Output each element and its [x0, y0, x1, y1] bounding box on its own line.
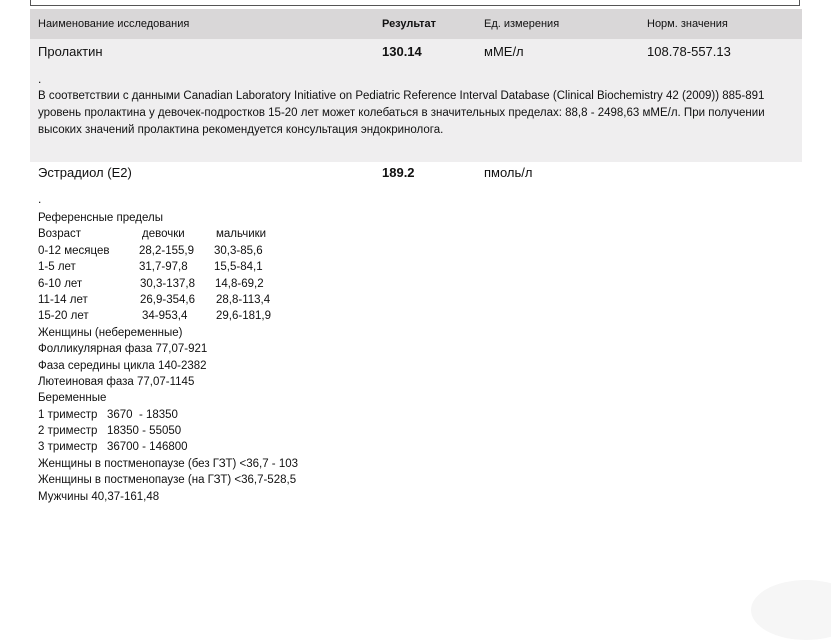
reference-dot: . — [38, 192, 42, 206]
reference-title: Референсные пределы — [38, 212, 163, 224]
reference-line: 1 триместр 3670 - 18350 — [38, 408, 178, 421]
age-cell: 0-12 месяцев — [38, 244, 110, 257]
prolactin-comment: В соответствии с данными Canadian Laboratory Initiative on Pediatric Reference Interval Database (Clinical Biochemistry 42 (2009)) 885-891 уровень пролактина у девочек-подростков 15-20 лет может колебаться в значительных пределах: 88,8 - 2498,63 мМЕ/л. При получении высоких значений пролактина рекомендуется консультация эндокринолога. — [38, 90, 765, 136]
age-cell: 15-20 лет — [38, 310, 89, 323]
age-row — [38, 259, 298, 275]
reference-line: Мужчины 40,37-161,48 — [38, 490, 160, 503]
reference-line: Фаза середины цикла 140-2382 — [38, 359, 207, 372]
reference-ranges — [38, 210, 298, 505]
test-name: Пролактин — [38, 44, 103, 59]
age-header-girls: девочки — [142, 228, 185, 241]
boys-cell: 14,8-69,2 — [215, 277, 264, 290]
reference-line: 3 триместр 36700 - 146800 — [38, 441, 188, 454]
prolactin-block — [30, 39, 802, 162]
reference-line: Женщины в постменопаузе (на ГЗТ) <36,7-528,5 — [38, 474, 297, 487]
header-units: Ед. измерения — [484, 18, 560, 30]
girls-cell: 34-953,4 — [142, 310, 188, 323]
age-row — [38, 308, 298, 324]
age-cell: 1-5 лет — [38, 261, 76, 274]
test-units: пмоль/л — [484, 165, 533, 180]
age-header-age: Возраст — [38, 228, 82, 241]
girls-cell: 26,9-354,6 — [140, 293, 195, 306]
header-norm: Норм. значения — [647, 18, 728, 30]
girls-cell: 31,7-97,8 — [139, 261, 188, 274]
boys-cell: 29,6-181,9 — [216, 310, 271, 323]
reference-line: 2 триместр 18350 - 55050 — [38, 425, 182, 438]
age-row — [38, 292, 298, 308]
boys-cell: 15,5-84,1 — [214, 261, 263, 274]
comment-dot: . — [38, 72, 42, 86]
test-result: 189.2 — [382, 165, 415, 180]
reference-line: Беременные — [38, 392, 107, 405]
reference-line: Женщины в постменопаузе (без ГЗТ) <36,7 - 103 — [38, 457, 299, 470]
previous-section-frame — [30, 0, 800, 6]
girls-cell: 28,2-155,9 — [139, 244, 194, 257]
reference-line: Женщины (небеременные) — [38, 326, 183, 339]
age-header-boys: мальчики — [216, 228, 267, 241]
age-cell: 11-14 лет — [38, 293, 88, 306]
header-name: Наименование исследования — [38, 18, 190, 30]
table-row — [30, 39, 802, 65]
boys-cell: 28,8-113,4 — [216, 293, 271, 306]
test-result: 130.14 — [382, 44, 422, 59]
age-row — [38, 243, 298, 259]
estradiol-block — [30, 160, 802, 186]
table-row — [30, 160, 802, 186]
test-norm: 108.78-557.13 — [647, 44, 731, 59]
header-result: Результат — [382, 18, 437, 30]
table-header — [30, 9, 802, 39]
test-name: Эстрадиол (Е2) — [38, 165, 132, 180]
reference-line: Лютеиновая фаза 77,07-1145 — [38, 375, 195, 388]
age-cell: 6-10 лет — [38, 277, 83, 290]
reference-line: Фолликулярная фаза 77,07-921 — [38, 343, 208, 356]
page-corner-shadow — [751, 580, 831, 640]
boys-cell: 30,3-85,6 — [214, 244, 263, 257]
test-units: мМЕ/л — [484, 44, 524, 59]
age-row — [38, 276, 298, 292]
age-table-header — [38, 226, 298, 242]
girls-cell: 30,3-137,8 — [140, 277, 195, 290]
